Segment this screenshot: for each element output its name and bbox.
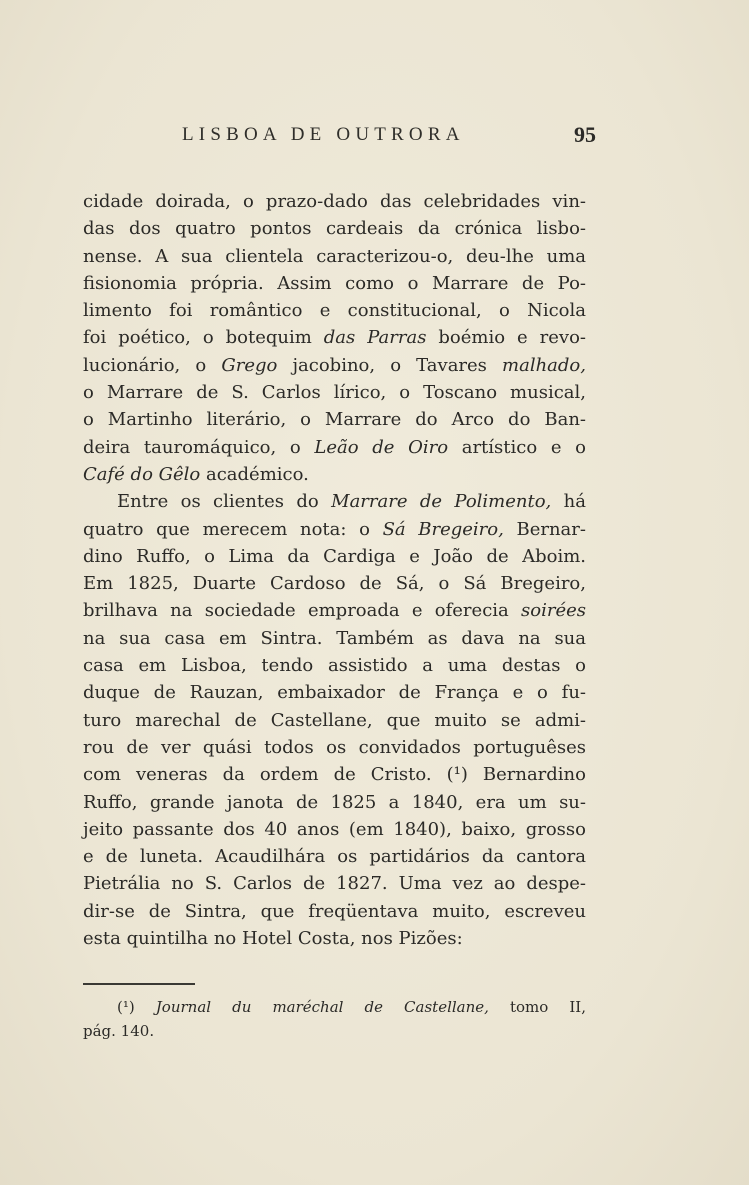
text-line: o Marrare de S. Carlos lírico, o Toscano musical, xyxy=(83,382,586,404)
text-line: das dos quatro pontos cardeais da crónica lisbo- xyxy=(83,218,586,240)
running-title: LISBOA DE OUTRORA xyxy=(182,124,465,145)
page-number: 95 xyxy=(574,122,596,147)
text-line: com veneras da ordem de Cristo. (¹) Bernardino xyxy=(83,764,586,786)
text-line: casa em Lisboa, tendo assistido a uma destas o xyxy=(83,655,586,677)
text-line: rou de ver quási todos os convidados portuguêses xyxy=(83,736,586,758)
running-head xyxy=(80,124,600,148)
text-line: dir-se de Sintra, que freqüentava muito, escreveu xyxy=(83,900,586,922)
text-line: duque de Rauzan, embaixador de França e o fu- xyxy=(83,682,586,704)
body-text xyxy=(83,188,586,952)
footnote-line: pág. 140. xyxy=(83,1022,155,1040)
text-line: Ruffo, grande janota de 1825 a 1840, era um su- xyxy=(83,791,586,813)
text-line: na sua casa em Sintra. Também as dava na sua xyxy=(83,627,586,649)
text-line: lucionário, o Grego jacobino, o Tavares malhado, xyxy=(83,354,586,376)
text-line: foi poético, o botequim das Parras boémio e revo- xyxy=(83,327,586,349)
text-line: quatro que merecem nota: o Sá Bregeiro, Bernar- xyxy=(83,518,586,540)
text-line: turo marechal de Castellane, que muito se admi- xyxy=(83,709,586,731)
text-line: jeito passante dos 40 anos (em 1840), baixo, grosso xyxy=(83,818,586,840)
text-line: Pietrália no S. Carlos de 1827. Uma vez ao despe- xyxy=(83,873,586,895)
text-line: cidade doirada, o prazo-dado das celebridades vin- xyxy=(83,191,586,212)
text-line: Entre os clientes do Marrare de Polimento, há xyxy=(117,491,586,513)
text-line: brilhava na sociedade emproada e oferecia soirées xyxy=(83,600,586,622)
text-line: esta quintilha no Hotel Costa, nos Pizões: xyxy=(83,928,463,950)
text-line: dino Ruffo, o Lima da Cardiga e João de Aboim. xyxy=(83,545,586,567)
footnote-line: (¹) Journal du maréchal de Castellane, tomo II, xyxy=(117,998,586,1016)
footnote-rule xyxy=(83,983,195,985)
text-line: Café do Gêlo académico. xyxy=(83,463,309,485)
text-line: deira tauromáquico, o Leão de Oiro artístico e o xyxy=(83,436,586,458)
text-line: Em 1825, Duarte Cardoso de Sá, o Sá Bregeiro, xyxy=(83,573,586,595)
text-line: o Martinho literário, o Marrare do Arco do Ban- xyxy=(83,409,586,431)
text-line: fisionomia própria. Assim como o Marrare de Po- xyxy=(83,272,586,294)
footnote xyxy=(83,995,586,1043)
text-line: limento foi romântico e constitucional, o Nicola xyxy=(83,300,586,322)
text-line: e de luneta. Acaudilhára os partidários da cantora xyxy=(83,846,586,868)
text-line: nense. A sua clientela caracterizou-o, deu-lhe uma xyxy=(83,245,586,267)
